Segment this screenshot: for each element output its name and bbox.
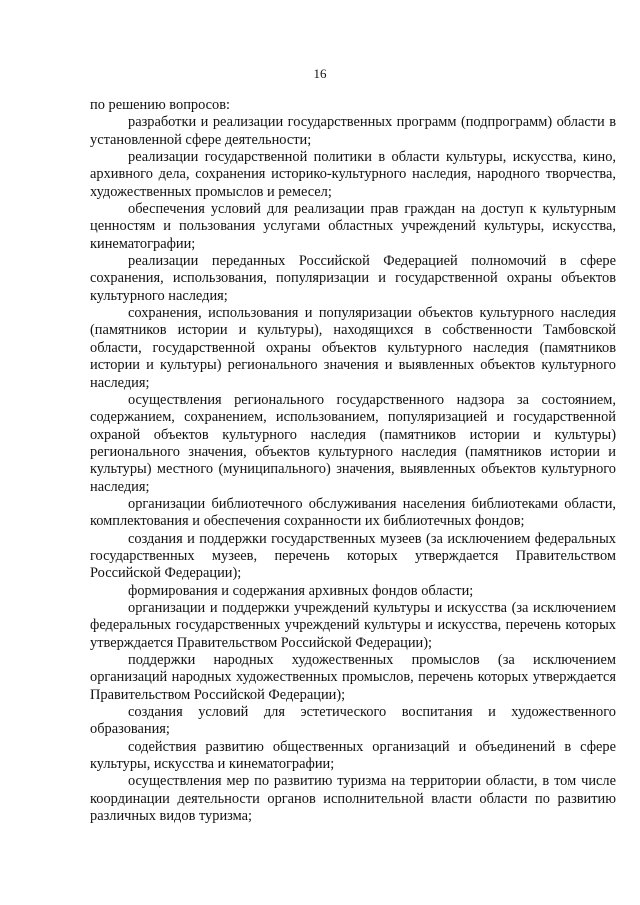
list-item: осуществления регионального государственного надзора за состоянием, содержанием, сохранением, использованием, популяризацией и государственной охраной объектов культурного наследия (памятников истории и культуры) регионального значения, объектов культурного наследия (памятников истории и культуры) местного (муниципального) значения, выявленных объектов культурного наследия; <box>90 391 616 495</box>
list-item: формирования и содержания архивных фондов области; <box>128 582 474 599</box>
list-item: создания условий для эстетического воспитания и художественного образования; <box>90 704 616 738</box>
list-item: обеспечения условий для реализации прав граждан на доступ к культурным ценностям и пользования услугами областных учреждений культуры, искусства, кинематографии; <box>90 201 616 252</box>
list-item: разработки и реализации государственных программ (подпрограмм) области в установленной сфере деятельности; <box>90 114 616 148</box>
lead-paragraph: по решению вопросов: <box>90 97 231 113</box>
list-item: реализации государственной политики в области культуры, искусства, кино, архивного дела, сохранения историко-культурного наследия, народного творчества, художественных промыслов и ремесел; <box>90 149 616 200</box>
list-item: осуществления мер по развитию туризма на территории области, в том числе координации деятельности органов исполнительной власти области по развитию различных видов туризма; <box>90 773 616 825</box>
document-body <box>90 97 616 825</box>
list-item: реализации переданных Российской Федерацией полномочий в сфере сохранения, использования, популяризации и государственной охраны объектов культурного наследия; <box>90 253 616 304</box>
list-item: содействия развитию общественных организаций и объединений в сфере культуры, искусства и кинематографии; <box>90 738 616 773</box>
list-item: организации библиотечного обслуживания населения библиотеками области, комплектования и обеспечения сохранности их библиотечных фондов; <box>90 495 616 530</box>
page-number: 16 <box>313 66 327 81</box>
list-item: создания и поддержки государственных музеев (за исключением федеральных государственных музеев, перечень которых утверждается Правительством Российской Федерации); <box>90 530 616 582</box>
list-item: организации и поддержки учреждений культуры и искусства (за исключением федеральных государственных учреждений культуры и искусства, перечень которых утверждается Правительством Российской Федерации); <box>90 599 616 651</box>
list-item: поддержки народных художественных промыслов (за исключением организаций народных художественных промыслов, перечень которых утверждается Правительством Российской Федерации); <box>90 652 616 703</box>
list-item: сохранения, использования и популяризации объектов культурного наследия (памятников истории и культуры), находящихся в собственности Тамбовской области, государственной охраны объектов культурного наследия (памятников истории и культуры) регионального значения и выявленных объектов культурного наследия; <box>90 305 616 391</box>
